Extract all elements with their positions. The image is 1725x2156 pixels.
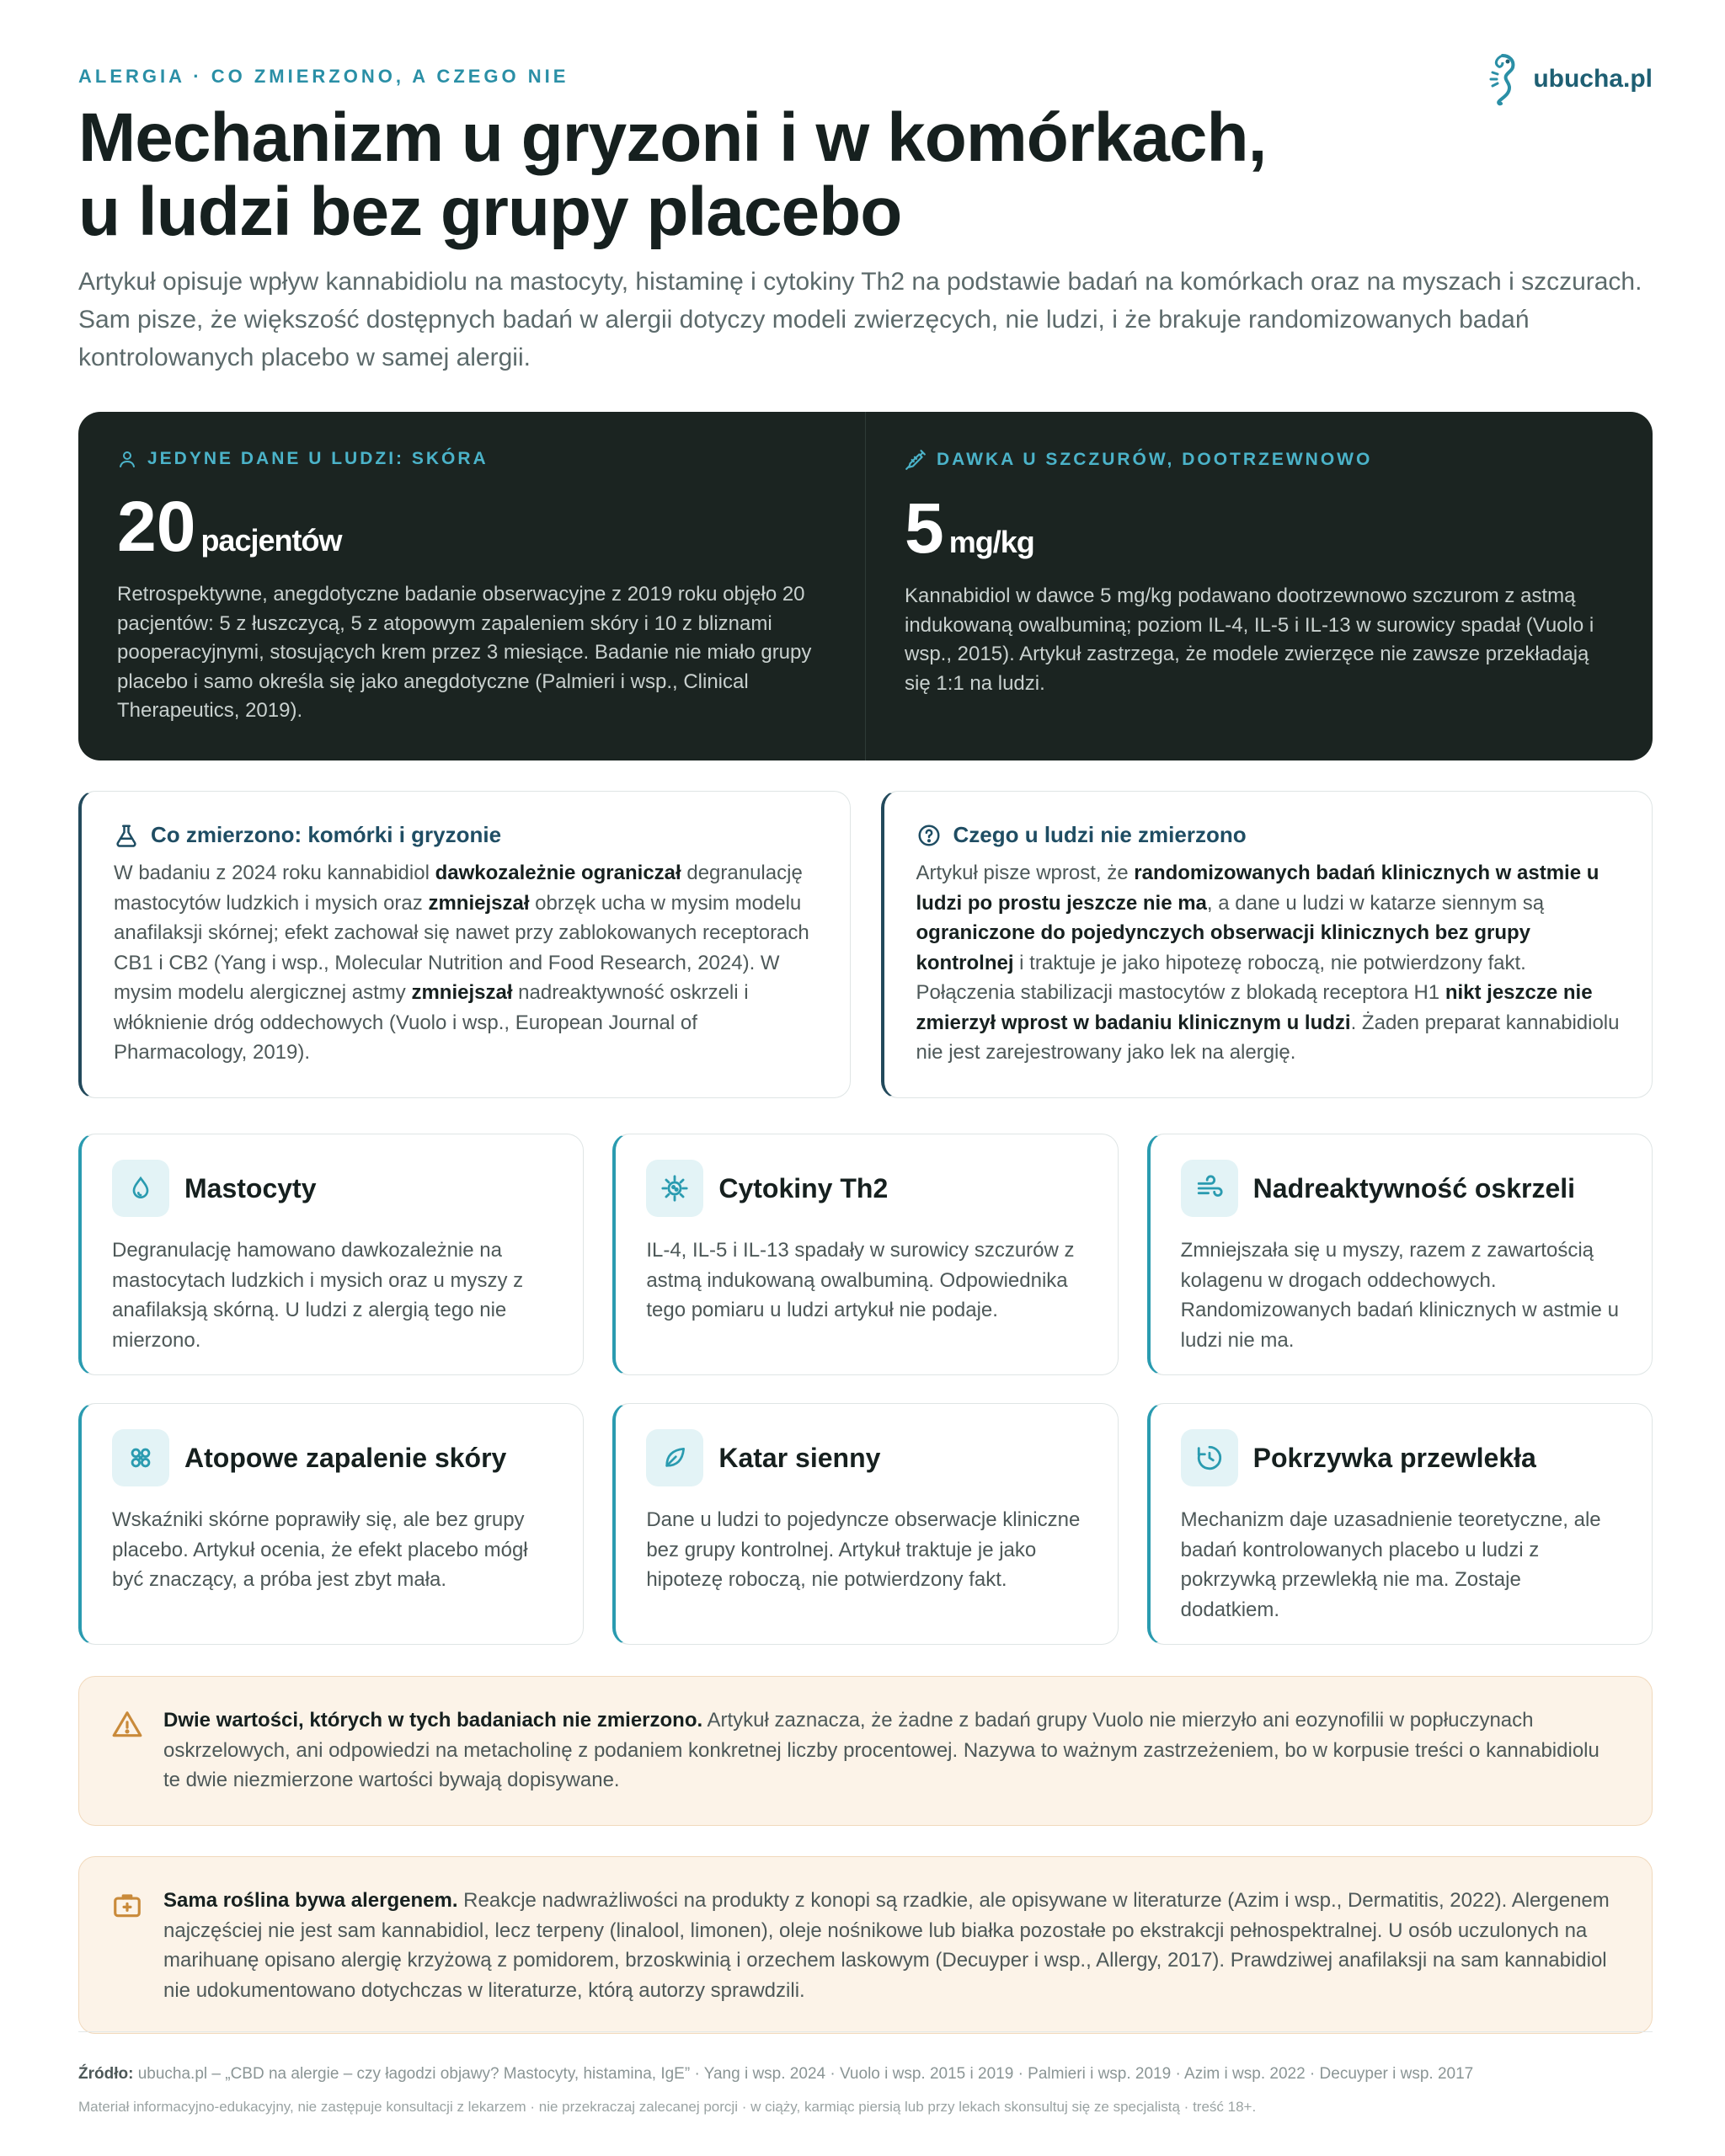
feature-card-mastocyty xyxy=(78,1134,584,1375)
unmeasured-card xyxy=(881,791,1653,1098)
brand-logo[interactable] xyxy=(1484,52,1653,106)
feature-text: IL-4, IL-5 i IL-13 spadały w surowicy szczurów z astmą indukowaną owalbuminą. Odpowiednika tego pomiaru u ludzi artykuł nie podaje. xyxy=(646,1239,1075,1321)
title-line-1: Mechanizm u gryzoni i w komórkach, xyxy=(78,99,1267,176)
feature-card-pokrzywka xyxy=(1147,1403,1653,1645)
stat-humans xyxy=(78,412,865,760)
stat-rats xyxy=(865,412,1653,760)
flask-icon xyxy=(114,823,139,848)
stat-unit: mg/kg xyxy=(948,525,1034,559)
source-line: Źródło: ubucha.pl – „CBD na alergie – czy łagodzi objawy? Mastocyty, histamina, IgE” · Yang i wsp. 2024 · Vuolo i wsp. 2015 i 2019 · Palmieri i wsp. 2019 · Azim i wsp. 2022 · Decuyper i wsp. 2017 xyxy=(78,2065,1474,2083)
stat-label: JEDYNE DANE U LUDZI: SKÓRA xyxy=(147,449,489,468)
seahorse-logo-icon xyxy=(1484,52,1521,106)
card-title: Co zmierzono: komórki i gryzonie xyxy=(151,822,502,847)
stat-unit: pacjentów xyxy=(200,523,342,558)
feature-card-oskrzela xyxy=(1147,1134,1653,1375)
feature-text: Degranulację hamowano dawkozależnie na mastocytach ludzkich i mysich oraz u myszy z anafilaksją skórną. U ludzi z alergią tego nie mierzono. xyxy=(112,1239,524,1352)
note-text: Sama roślina bywa alergenem. Reakcje nadwrażliwości na produkty z konopi są rzadkie, ale opisywane w literaturze (Azim i wsp., Dermatitis, 2022). Alergenem najczęściej nie jest sam kannabidiol, lecz terpeny (linalool, limonen), oleje nośnikowe lub białka pozostałe po ekstrakcji pełnospektralnej. U osób uczulonych na marihuanę opisano alergię krzyżową z pomidorem, brzoskwinią i orzechem laskowym (Decuyper i wsp., Allergy, 2017). Prawdziwej anafilaksji na sam kannabidiol nie udokumentowano dotychczas w literaturze, którą autorzy sprawdzili. xyxy=(163,1889,1610,2002)
card-title: Czego u ludzi nie zmierzono xyxy=(953,822,1247,847)
lead-paragraph: Artykuł opisuje wpływ kannabidiolu na mastocyty, histaminę i cytokiny Th2 na podstawie badań na komórkach oraz na myszach i szczurach. Sam pisze, że większość dostępnych badań w alergii dotyczy modeli zwierzęcych, nie ludzi, i że brakuje randomizowanych badań kontrolowanych placebo w samej alergii. xyxy=(78,268,1642,371)
warning-note xyxy=(78,1676,1653,1826)
info-cards xyxy=(78,791,1653,1098)
virus-icon xyxy=(660,1174,689,1203)
question-circle-icon xyxy=(916,823,942,848)
clock-cycle-icon xyxy=(1195,1444,1224,1472)
footer-divider xyxy=(78,2031,1653,2032)
card-text: W badaniu z 2024 roku kannabidiol dawkozależnie ograniczał degranulację mastocytów ludzkich i mysich oraz zmniejszał obrzęk ucha w mysim modelu anafilaksji skórnej; efekt zachował się nawet przy zablokowanych receptorach CB1 i CB2 (Yang i wsp., Molecular Nutrition and Food Research, 2024). W mysim modelu alergicznej astmy zmniejszał nadreaktywność oskrzeli i włóknienie dróg oddechowych (Vuolo i wsp., European Journal of Pharmacology, 2019). xyxy=(114,862,809,1064)
stats-panel xyxy=(78,412,1653,760)
feature-title: Pokrzywka przewlekła xyxy=(1252,1442,1536,1473)
stat-value: 20 xyxy=(117,487,196,566)
feature-title: Atopowe zapalenie skóry xyxy=(184,1442,507,1473)
stat-description: Retrospektywne, anegdotyczne badanie obserwacyjne z 2019 roku objęło 20 pacjentów: 5 z łuszczycą, 5 z atopowym zapaleniem skóry i 10 z bliznami pooperacyjnymi, stosujących krem przez 3 miesiące. Badanie nie miało grupy placebo i samo określa się jako anegdotyczne (Palmieri i wsp., Clinical Therapeutics, 2019). xyxy=(117,583,812,722)
title-line-2: u ludzi bez grupy placebo xyxy=(78,173,902,250)
skin-pattern-icon xyxy=(126,1444,155,1472)
drop-icon xyxy=(127,1175,154,1202)
brand-name: ubucha.pl xyxy=(1533,65,1653,93)
wind-icon xyxy=(1195,1174,1224,1203)
feature-text: Zmniejszała się u myszy, razem z zawartością kolagenu w drogach oddechowych. Randomizowanych badań klinicznych w astmie u ludzi nie ma. xyxy=(1180,1239,1619,1352)
feature-card-cytokiny xyxy=(612,1134,1118,1375)
stat-description: Kannabidiol w dawce 5 mg/kg podawano dootrzewnowo szczurom z astmą indukowaną owalbuminą; poziom IL-4, IL-5 i IL-13 w surowicy spadał (Vuolo i wsp., 2015). Artykuł zastrzega, że modele zwierzęce nie zawsze przekładają się 1:1 na ludzi. xyxy=(905,584,1594,695)
measured-card xyxy=(78,791,851,1098)
feature-text: Mechanizm daje uzasadnienie teoretyczne, ale badań kontrolowanych placebo u ludzi z pokrzywką przewlekłą nie ma. Zostaje dodatkiem. xyxy=(1180,1508,1601,1621)
first-aid-kit-icon xyxy=(111,1889,143,1921)
feature-row-1 xyxy=(78,1134,1653,1375)
kicker: ALERGIA · CO ZMIERZONO, A CZEGO NIE xyxy=(78,66,569,87)
warning-icon xyxy=(111,1709,143,1741)
feature-title: Cytokiny Th2 xyxy=(718,1172,889,1203)
disclaimer: Materiał informacyjno-edukacyjny, nie zastępuje konsultacji z lekarzem · nie przekraczaj zalecanej porcji · w ciąży, karmiąc piersią lub przy lekach skonsultuj się ze specjalistą · treść 18+. xyxy=(78,2099,1257,2115)
feature-title: Nadreaktywność oskrzeli xyxy=(1252,1172,1576,1203)
feature-card-azs xyxy=(78,1403,584,1645)
stat-value: 5 xyxy=(905,488,944,568)
feature-text: Wskaźniki skórne poprawiły się, ale bez grupy placebo. Artykuł ocenia, że efekt placebo mógł być znaczący, a próba jest zbyt mała. xyxy=(112,1508,528,1591)
user-icon xyxy=(117,449,137,469)
note-text: Dwie wartości, których w tych badaniach nie zmierzono. Artykuł zaznacza, że żadne z badań grupy Vuolo nie mierzyło ani eozynofilii w popłuczynach oskrzelowych, ani odpowiedzi na metacholinę z podaniem konkretnej liczby procentowej. Nazywa to ważnym zastrzeżeniem, bo w korpusie treści o kannabidiolu te dwie niezmierzone wartości bywają dopisywane. xyxy=(163,1709,1599,1791)
card-text: Artykuł pisze wprost, że randomizowanych badań klinicznych w astmie u ludzi po prostu jeszcze nie ma, a dane u ludzi w katarze siennym są ograniczone do pojedynczych obserwacji klinicznych bez grupy kontrolnej i traktuje je jako hipotezę roboczą, nie potwierdzony fakt. Połączenia stabilizacji mastocytów z blokadą receptora H1 nikt jeszcze nie zmierzył wprost w badaniu klinicznym u ludzi. Żaden preparat kannabidiolu nie jest zarejestrowany jako lek na alergię. xyxy=(916,862,1620,1064)
feature-title: Mastocyty xyxy=(184,1172,317,1203)
feature-text: Dane u ludzi to pojedyncze obserwacje kliniczne bez grupy kontrolnej. Artykuł traktuje je jako hipotezę roboczą, nie potwierdzony fakt. xyxy=(646,1508,1081,1591)
feature-title: Katar sienny xyxy=(718,1442,881,1473)
stat-label: DAWKA U SZCZURÓW, DOOTRZEWNOWO xyxy=(937,450,1373,469)
allergen-note xyxy=(78,1856,1653,2034)
leaf-icon xyxy=(661,1444,688,1471)
page-title xyxy=(78,101,1510,249)
feature-row-2 xyxy=(78,1403,1653,1645)
feature-card-katar xyxy=(612,1403,1118,1645)
syringe-icon xyxy=(905,449,927,471)
